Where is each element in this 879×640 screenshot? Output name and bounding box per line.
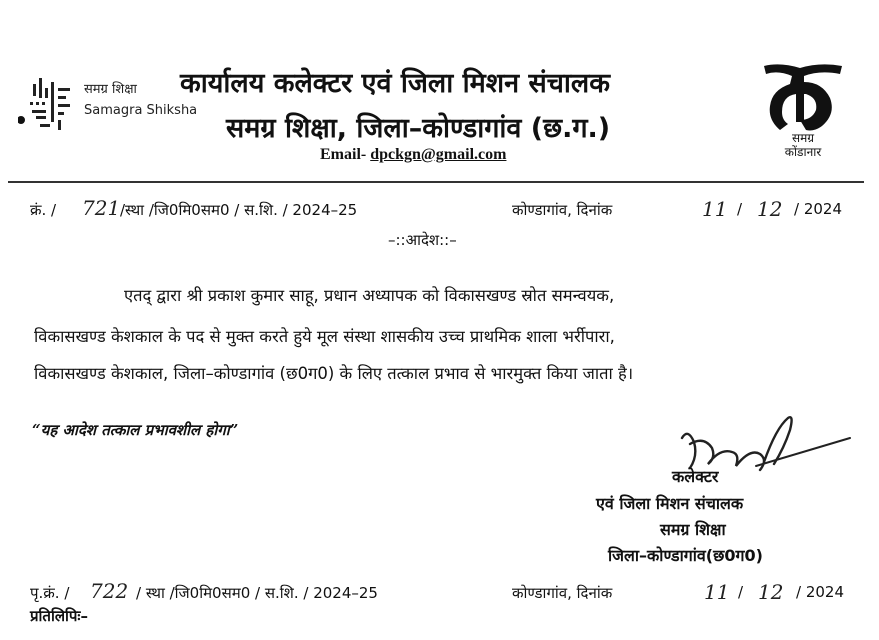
- signatory-designation-4: जिला–कोण्डागांव(छ0ग0): [608, 546, 763, 565]
- order-date-year: / 2024: [794, 200, 842, 218]
- copy-to-label: प्रतिलिपिः–: [30, 607, 88, 625]
- samagra-shiksha-logo-icon: [18, 70, 82, 140]
- endorsement-ref-suffix: / स्था /जि0मि0सम0 / स.शि. / 2024–25: [136, 584, 378, 602]
- order-paragraph-line3: विकासखण्ड केशकाल, जिला–कोण्डागांव (छ0ग0) के लिए तत्काल प्रभाव से भारमुक्त किया जाता है।: [34, 364, 634, 383]
- logo-text-hindi: समग्र शिक्षा: [84, 82, 137, 97]
- endorsement-place-date-label: कोण्डागांव, दिनांक: [512, 584, 613, 602]
- header-divider: [8, 181, 864, 183]
- endorsement-date-sep: /: [738, 583, 744, 601]
- endorsement-date-year: / 2024: [796, 583, 844, 601]
- order-date-month: 12: [757, 197, 783, 221]
- logo-text-english: Samagra Shiksha: [84, 103, 198, 118]
- order-ref-suffix: /स्था /जि0मि0सम0 / स.शि. / 2024–25: [120, 201, 358, 219]
- order-date-sep: /: [737, 200, 743, 218]
- signatory-designation-3: समग्र शिक्षा: [660, 520, 726, 539]
- order-date-day: 11: [702, 197, 728, 221]
- order-paragraph-line1: एतद् द्वारा श्री प्रकाश कुमार साहू, प्रधान अध्यापक को विकासखण्ड स्रोत समन्वयक,: [124, 286, 615, 305]
- order-paragraph-line2: विकासखण्ड केशकाल के पद से मुक्त करते हुये मूल संस्था शासकीय उच्च प्राथमिक शाला भर्रीपारा,: [34, 327, 615, 346]
- order-place-date-label: कोण्डागांव, दिनांक: [512, 201, 613, 219]
- endorsement-ref-number: 722: [90, 579, 129, 603]
- order-ref-prefix: क्रं. /: [30, 201, 57, 219]
- signatory-designation-2: एवं जिला मिशन संचालक: [596, 494, 744, 513]
- email-link[interactable]: dpckgn@gmail.com: [370, 146, 507, 163]
- email-line: [320, 146, 506, 164]
- order-heading: –::आदेश::–: [388, 231, 457, 249]
- signatory-designation-1: कलेक्टर: [672, 467, 719, 486]
- endorsement-ref-prefix: पृ.क्रं. /: [30, 584, 70, 602]
- right-logo-text-bottom: कोंडानार: [784, 145, 822, 159]
- email-label: Email-: [320, 146, 367, 163]
- office-subtitle: समग्र शिक्षा, जिला–कोण्डागांव (छ.ग.): [226, 113, 611, 144]
- district-logo-icon: [760, 60, 846, 160]
- endorsement-date-day: 11: [704, 580, 730, 604]
- right-logo-text-top: समग्र: [791, 131, 815, 145]
- order-ref-number: 721: [82, 196, 121, 220]
- endorsement-date-month: 12: [758, 580, 784, 604]
- effect-note: “यह आदेश तत्काल प्रभावशील होगा”: [32, 421, 239, 439]
- office-title: कार्यालय कलेक्टर एवं जिला मिशन संचालक: [180, 68, 610, 99]
